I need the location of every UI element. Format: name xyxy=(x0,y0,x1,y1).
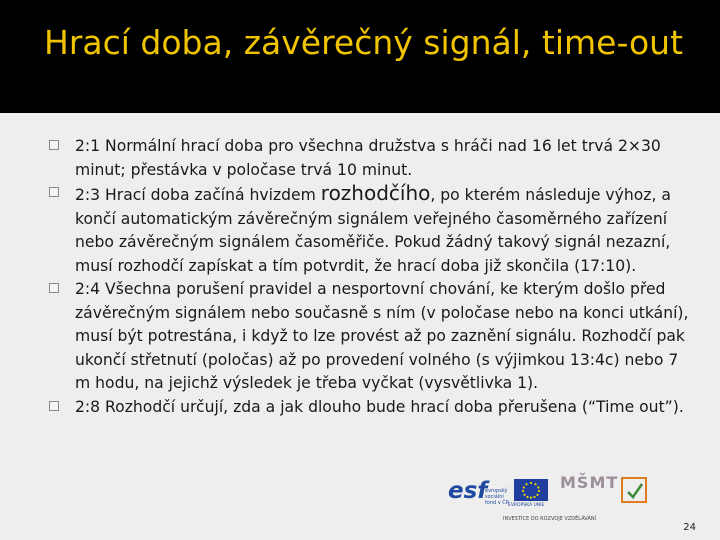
slide-title: Hrací doba, závěrečný signál, time-out xyxy=(44,23,684,62)
bullet-list xyxy=(50,135,690,419)
bullet-square-icon xyxy=(49,283,59,293)
eu-flag-icon xyxy=(514,479,548,501)
bullet-item xyxy=(50,396,690,420)
bullet-text-emphasis: rozhodčího xyxy=(320,181,431,205)
bullet-item xyxy=(50,135,690,182)
bullet-text: 2:1 Normální hrací doba pro všechna družstva s hráči nad 16 let trvá 2×30 minut; přestávka v poločase trvá 10 minut. xyxy=(75,137,661,179)
bullet-item xyxy=(50,278,690,396)
title-bar xyxy=(0,0,720,113)
bullet-text: 2:8 Rozhodčí určují, zda a jak dlouho bude hrací doba přerušena (“Time out”). xyxy=(75,397,684,416)
esf-logo xyxy=(448,478,510,516)
msmt-mark: MŠMT xyxy=(560,473,619,492)
slide-content xyxy=(0,113,720,540)
sponsor-logos xyxy=(448,473,710,523)
eu-caption: EVROPSKÁ UNIE xyxy=(508,503,545,508)
bullet-square-icon xyxy=(49,187,59,197)
esf-caption: evropský sociální fond v ČR xyxy=(485,488,510,506)
investment-caption: INVESTICE DO ROZVOJE VZDĚLÁVÁNÍ xyxy=(503,516,597,522)
bullet-item xyxy=(50,182,690,278)
page-number: 24 xyxy=(683,522,696,533)
bullet-text: 2:4 Všechna porušení pravidel a nesportovní chování, ke kterým došlo před závěrečným signálem nebo současně s ním (v poločase nebo na konci utkání), musí být potrestána, i když to lze provést až po zaznění signálu. Rozhodčí pak ukončí střetnutí (poločas) až po provedení volného (s výjimkou 13:4c) nebo 7 m hodu, na jejichž výsledek je třeba vyčkat (vysvětlivka 1). xyxy=(75,280,689,392)
bullet-square-icon xyxy=(49,140,59,150)
bullet-text-end: , po kterém následuje výhoz, a končí automatickým závěrečným signálem veřejného časoměrného zařízení nebo závěrečným signálem časoměřiče. Pokud žádný takový signál nezazní, musí rozhodčí zapískat a tím potvrdit, že hrací doba již skončila (17:10). xyxy=(75,186,671,275)
msmt-logo xyxy=(560,473,619,513)
bullet-text-start: 2:3 Hrací doba začíná hvizdem xyxy=(75,186,321,204)
esf-mark: esf xyxy=(448,478,488,504)
op-logo-icon xyxy=(620,476,648,506)
bullet-square-icon xyxy=(49,401,59,411)
